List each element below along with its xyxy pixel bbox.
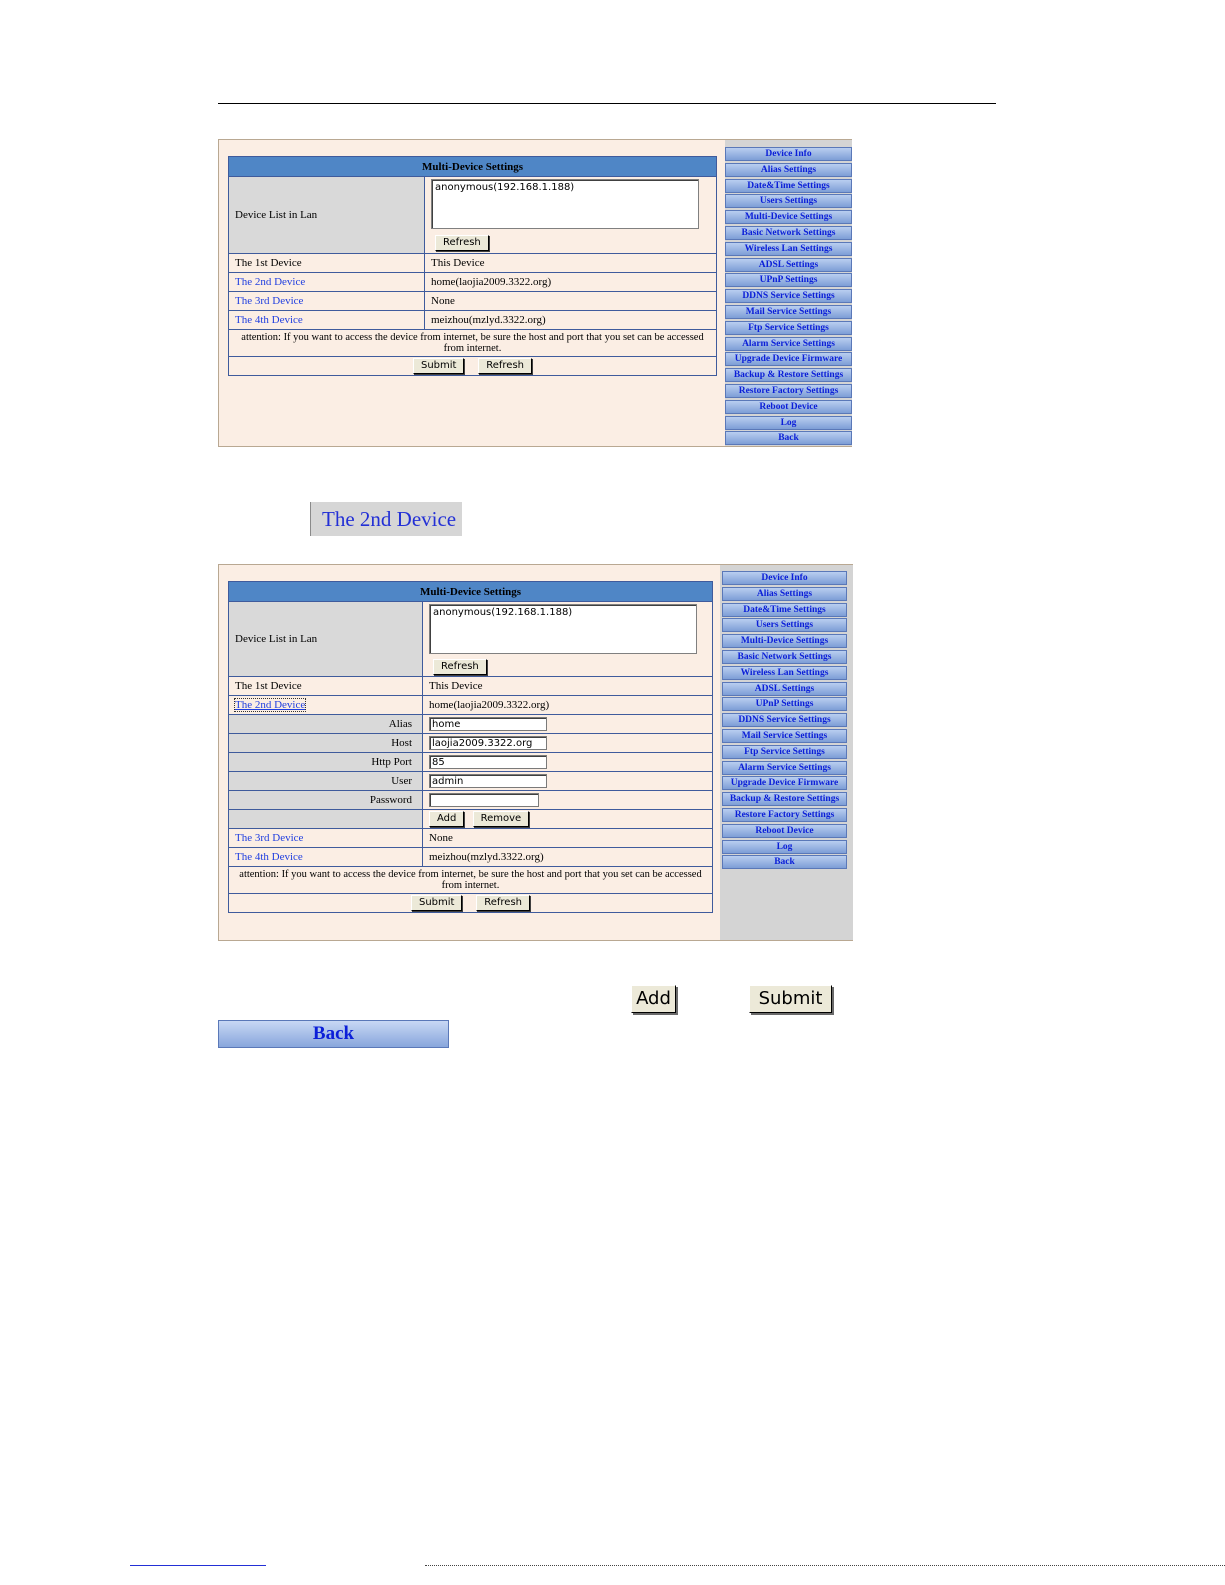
screenshot-multi-device-2	[218, 564, 853, 941]
first-device-label: The 1st Device	[229, 254, 425, 273]
device-list-label: Device List in Lan	[229, 602, 423, 677]
crop-second-device-link[interactable]: The 2nd Device	[310, 502, 462, 536]
menu-mail-service-settings[interactable]: Mail Service Settings	[725, 305, 852, 319]
menu-log[interactable]: Log	[722, 840, 847, 854]
menu-multi-device-settings[interactable]: Multi-Device Settings	[722, 634, 847, 648]
menu-date-time-settings[interactable]: Date&Time Settings	[725, 179, 852, 193]
attention-note: attention: If you want to access the device from internet, be sure the host and port that you set can be accessed from internet.	[229, 330, 717, 357]
user-label: User	[229, 772, 423, 791]
footer-rule	[425, 1565, 1225, 1567]
password-input[interactable]	[429, 793, 539, 807]
third-device-value: None	[425, 292, 717, 311]
menu-restore-factory-settings[interactable]: Restore Factory Settings	[725, 384, 852, 398]
menu-date-time-settings[interactable]: Date&Time Settings	[722, 603, 847, 617]
device-list-box[interactable]	[431, 179, 699, 229]
menu-ftp-service-settings[interactable]: Ftp Service Settings	[722, 745, 847, 759]
third-device-link[interactable]: The 3rd Device	[229, 292, 425, 311]
first-device-value: This Device	[423, 677, 713, 696]
menu-reboot-device[interactable]: Reboot Device	[722, 824, 847, 838]
alias-input[interactable]: home	[429, 717, 547, 731]
header-rule	[218, 103, 996, 104]
refresh-button[interactable]: Refresh	[433, 659, 487, 675]
table-title: Multi-Device Settings	[229, 582, 713, 602]
crop-back-button[interactable]: Back	[218, 1020, 449, 1048]
refresh-button[interactable]: Refresh	[435, 235, 489, 251]
menu-upgrade-device-firmware[interactable]: Upgrade Device Firmware	[725, 352, 852, 366]
menu-basic-network-settings[interactable]: Basic Network Settings	[722, 650, 847, 664]
menu-back[interactable]: Back	[722, 855, 847, 869]
host-label: Host	[229, 734, 423, 753]
password-label: Password	[229, 791, 423, 810]
menu-alarm-service-settings[interactable]: Alarm Service Settings	[722, 761, 847, 775]
menu-device-info[interactable]: Device Info	[725, 147, 852, 161]
first-device-label: The 1st Device	[229, 677, 423, 696]
second-device-value: home(laojia2009.3322.org)	[423, 696, 713, 715]
menu-alias-settings[interactable]: Alias Settings	[722, 587, 847, 601]
menu-back[interactable]: Back	[725, 431, 852, 445]
menu-upgrade-device-firmware[interactable]: Upgrade Device Firmware	[722, 776, 847, 790]
submit-button[interactable]: Submit	[411, 895, 462, 911]
settings-table	[228, 156, 717, 376]
refresh-bottom-button[interactable]: Refresh	[478, 358, 532, 374]
table-title: Multi-Device Settings	[229, 157, 717, 177]
menu-users-settings[interactable]: Users Settings	[722, 618, 847, 632]
fourth-device-value: meizhou(mzlyd.3322.org)	[423, 848, 713, 867]
menu-upnp-settings[interactable]: UPnP Settings	[725, 273, 852, 287]
host-input[interactable]: laojia2009.3322.org	[429, 736, 547, 750]
menu-ftp-service-settings[interactable]: Ftp Service Settings	[725, 321, 852, 335]
crop-add-button[interactable]: Add	[631, 985, 676, 1013]
menu-backup-restore-settings[interactable]: Backup & Restore Settings	[725, 368, 852, 382]
add-button[interactable]: Add	[429, 811, 464, 827]
menu-reboot-device[interactable]: Reboot Device	[725, 400, 852, 414]
menu-wireless-lan-settings[interactable]: Wireless Lan Settings	[722, 666, 847, 680]
menu-users-settings[interactable]: Users Settings	[725, 194, 852, 208]
attention-note: attention: If you want to access the device from internet, be sure the host and port that you set can be accessed from internet.	[229, 867, 713, 894]
settings-table-expanded	[228, 581, 713, 913]
menu-mail-service-settings[interactable]: Mail Service Settings	[722, 729, 847, 743]
device-list-box[interactable]	[429, 604, 697, 654]
user-input[interactable]: admin	[429, 774, 547, 788]
menu-backup-restore-settings[interactable]: Backup & Restore Settings	[722, 792, 847, 806]
footer-link-underline	[130, 1565, 266, 1566]
refresh-bottom-button[interactable]: Refresh	[476, 895, 530, 911]
menu-upnp-settings[interactable]: UPnP Settings	[722, 697, 847, 711]
device-list-item[interactable]: anonymous(192.168.1.188)	[435, 182, 575, 193]
menu-ddns-service-settings[interactable]: DDNS Service Settings	[722, 713, 847, 727]
menu-adsl-settings[interactable]: ADSL Settings	[725, 258, 852, 272]
menu-multi-device-settings[interactable]: Multi-Device Settings	[725, 210, 852, 224]
remove-button[interactable]: Remove	[473, 811, 530, 827]
menu-restore-factory-settings[interactable]: Restore Factory Settings	[722, 808, 847, 822]
alias-label: Alias	[229, 715, 423, 734]
second-device-value: home(laojia2009.3322.org)	[425, 273, 717, 292]
http-port-label: Http Port	[229, 753, 423, 772]
device-list-label: Device List in Lan	[229, 177, 425, 254]
menu-log[interactable]: Log	[725, 416, 852, 430]
http-port-input[interactable]: 85	[429, 755, 547, 769]
menu-alias-settings[interactable]: Alias Settings	[725, 163, 852, 177]
menu-basic-network-settings[interactable]: Basic Network Settings	[725, 226, 852, 240]
second-device-link[interactable]: The 2nd Device	[235, 699, 306, 711]
menu-alarm-service-settings[interactable]: Alarm Service Settings	[725, 337, 852, 351]
crop-submit-button[interactable]: Submit	[749, 985, 832, 1013]
side-menu	[725, 140, 852, 446]
second-device-link[interactable]: The 2nd Device	[229, 273, 425, 292]
fourth-device-value: meizhou(mzlyd.3322.org)	[425, 311, 717, 330]
menu-ddns-service-settings[interactable]: DDNS Service Settings	[725, 289, 852, 303]
third-device-link[interactable]: The 3rd Device	[229, 829, 423, 848]
menu-wireless-lan-settings[interactable]: Wireless Lan Settings	[725, 242, 852, 256]
device-list-item[interactable]: anonymous(192.168.1.188)	[433, 607, 573, 618]
fourth-device-link[interactable]: The 4th Device	[229, 311, 425, 330]
menu-adsl-settings[interactable]: ADSL Settings	[722, 682, 847, 696]
submit-button[interactable]: Submit	[413, 358, 464, 374]
screenshot-multi-device-1	[218, 139, 852, 447]
third-device-value: None	[423, 829, 713, 848]
first-device-value: This Device	[425, 254, 717, 273]
fourth-device-link[interactable]: The 4th Device	[229, 848, 423, 867]
menu-device-info[interactable]: Device Info	[722, 571, 847, 585]
side-menu	[720, 565, 853, 940]
